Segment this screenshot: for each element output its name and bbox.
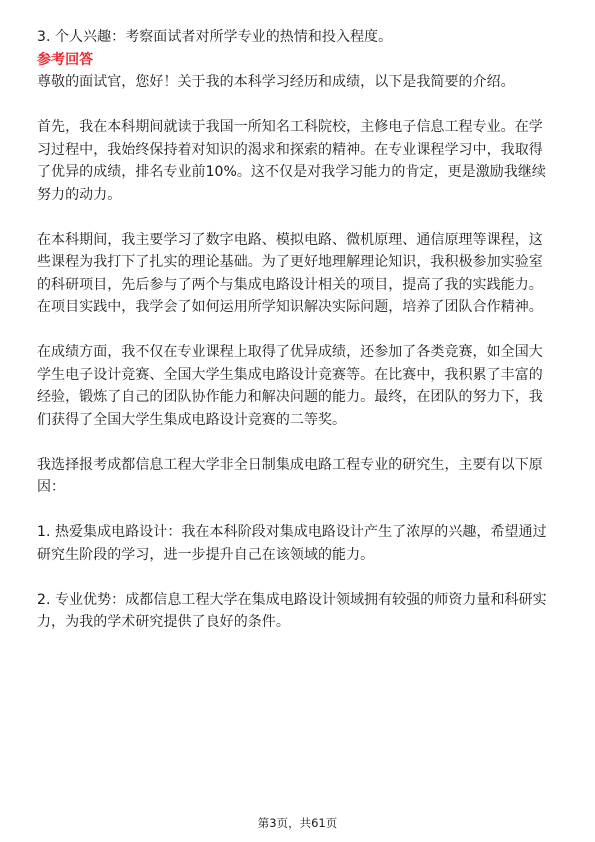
paragraph-line: 首先，我在本科期间就读于我国一所知名工科院校，主修电子信息工程专业。在学 xyxy=(37,119,543,135)
paragraph-courses xyxy=(37,229,561,319)
paragraph-gap xyxy=(37,499,561,522)
paragraph-line: 在项目实践中，我学会了如何运用所学知识解决实际问题，培养了团队合作精神。 xyxy=(37,299,543,315)
page-content xyxy=(37,26,561,634)
paragraph-line: 努力的动力。 xyxy=(37,186,122,203)
paragraph-reasons-intro xyxy=(37,454,561,499)
paragraph-line: 些课程为我打下了扎实的理论基础。为了更好地理解理论知识，我积极参加实验室 xyxy=(37,254,543,270)
paragraph-line: 研究生阶段的学习，进一步提升自己在该领域的能力。 xyxy=(37,546,375,563)
paragraph-line: 经验，锻炼了自己的团队协作能力和解决问题的能力。最终，在团队的努力下，我 xyxy=(37,389,543,405)
paragraph-reason-1 xyxy=(37,521,561,566)
paragraph-line: 学生电子设计竞赛、全国大学生集成电路设计竞赛等。在比赛中，我积累了丰富的 xyxy=(37,366,543,383)
page-footer: 第3页，共61页 xyxy=(257,816,338,830)
intro-point: 3. 个人兴趣：考察面试者对所学专业的热情和投入程度。 xyxy=(37,29,393,45)
paragraph-line: 在成绩方面，我不仅在专业课程上取得了优异成绩，还参加了各类竞赛，如全国大 xyxy=(37,344,543,360)
paragraph-line: 2. 专业优势：成都信息工程大学在集成电路设计领域拥有较强的师资力量和科研实 xyxy=(37,591,547,608)
paragraph-gap xyxy=(37,566,561,589)
paragraph-line: 我选择报考成都信息工程大学非全日制集成电路工程专业的研究生，主要有以下原 xyxy=(37,456,543,473)
greeting-line: 尊敬的面试官，您好！关于我的本科学习经历和成绩，以下是我简要的介绍。 xyxy=(37,74,515,90)
paragraph-gap xyxy=(37,319,561,342)
paragraph-line: 们获得了全国大学生集成电路设计竞赛的二等奖。 xyxy=(37,411,347,428)
paragraph-line: 1. 热爱集成电路设计：我在本科阶段对集成电路设计产生了浓厚的兴趣，希望通过 xyxy=(37,524,547,540)
paragraph-education xyxy=(37,116,561,206)
paragraph-gap xyxy=(37,206,561,229)
paragraph-reason-2 xyxy=(37,589,561,634)
paragraph-gap xyxy=(37,431,561,454)
paragraph-gap xyxy=(37,94,561,117)
paragraph-line: 力，为我的学术研究提供了良好的条件。 xyxy=(37,614,290,630)
paragraph-line: 了优异的成绩，排名专业前10%。这不仅是对我学习能力的肯定，更是激励我继续 xyxy=(37,164,546,180)
paragraph-line: 因： xyxy=(37,479,66,495)
answer-heading: 参考回答 xyxy=(37,51,94,68)
paragraph-line: 的科研项目，先后参与了两个与集成电路设计相关的项目，提高了我的实践能力。 xyxy=(37,276,543,293)
paragraph-line: 习过程中，我始终保持着对知识的渴求和探索的精神。在专业课程学习中，我取得 xyxy=(37,141,543,158)
paragraph-line: 在本科期间，我主要学习了数字电路、模拟电路、微机原理、通信原理等课程，这 xyxy=(37,231,543,248)
paragraph-achievements xyxy=(37,341,561,431)
